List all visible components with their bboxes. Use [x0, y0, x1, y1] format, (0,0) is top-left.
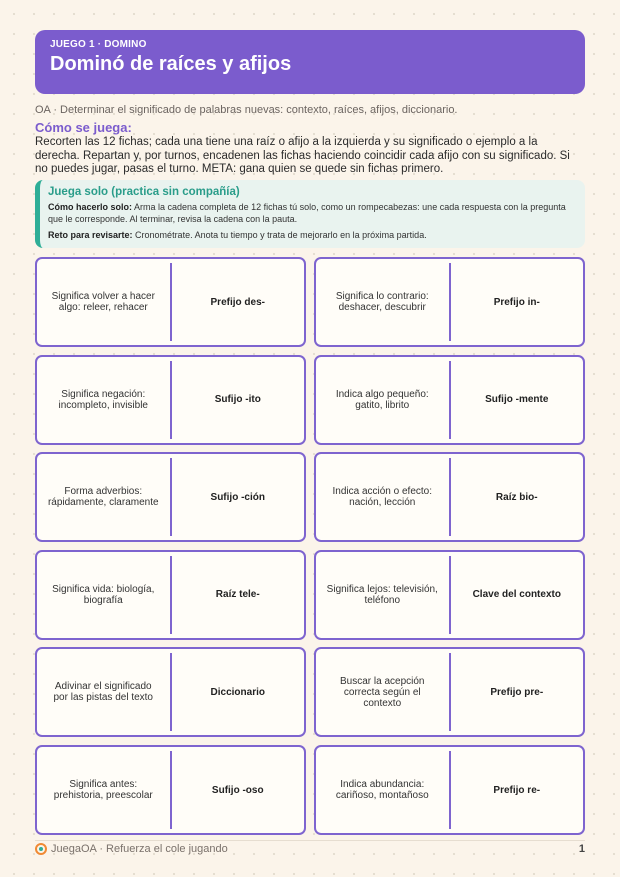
- solo-challenge-line: [48, 229, 575, 241]
- card-meaning: Significa antes: prehistoria, preescolar: [53, 779, 153, 801]
- solo-how-line: [48, 201, 575, 225]
- page-footer: [35, 843, 585, 855]
- page-header: [35, 30, 585, 94]
- card-affix: Sufijo -oso: [211, 784, 264, 796]
- card-meaning: Significa lo contrario: deshacer, descubrir: [335, 291, 429, 313]
- card-meaning: Significa volver a hacer algo: releer, rehacer: [51, 291, 155, 313]
- solo-how-text: Arma la cadena completa de 12 fichas tú solo, como un rompecabezas: une cada respuesta con la pregunta que le corresponde. Al terminar, revisa la cadena con la pauta.: [48, 202, 566, 224]
- card-affix: Prefijo des-: [210, 296, 265, 308]
- solo-challenge-text: Cronométrate. Anota tu tiempo y trata de mejorarlo en la próxima partida.: [132, 230, 427, 240]
- learning-objective: OA · Determinar el significado de palabras nuevas: contexto, raíces, afijos, diccionario.: [35, 104, 458, 116]
- card-affix: Prefijo in-: [493, 296, 540, 308]
- footer-divider: [35, 840, 585, 841]
- howto-text: Recorten las 12 fichas; cada una tiene una raíz o afijo a la izquierda y su significado o ejemplo a la derecha. Repartan y, por turnos, encadenen las fichas haciendo coincidir cada afijo con su significado. Si no puedes jugar, pasas el turno. META: gana quien se quede sin fichas primero.: [35, 136, 570, 175]
- domino-card: [35, 355, 306, 445]
- card-meaning: Adivinar el significado por las pistas del texto: [53, 681, 153, 704]
- domino-card: [314, 550, 585, 640]
- domino-card: [35, 647, 306, 737]
- domino-card: [314, 257, 585, 347]
- brand-logo-icon: [35, 843, 47, 855]
- solo-challenge-label: Reto para revisarte:: [48, 230, 133, 240]
- card-affix: Sufijo -mente: [485, 394, 549, 406]
- solo-play-box: [35, 180, 585, 248]
- card-meaning: Indica acción o efecto: nación, lección: [332, 486, 433, 509]
- page-number: 1: [578, 843, 585, 855]
- card-affix: Sufijo -ción: [210, 491, 265, 503]
- domino-card: [35, 745, 306, 835]
- card-meaning: Forma adverbios: rápidamente, claramente: [47, 486, 159, 509]
- solo-title: Juega solo (practica sin compañía): [48, 186, 240, 198]
- domino-card: [35, 452, 306, 542]
- domino-card: [314, 647, 585, 737]
- solo-how-label: Cómo hacerlo solo:: [48, 202, 133, 212]
- footer-brand: JuegaOA · Refuerza el cole jugando: [51, 843, 228, 855]
- page-title: Dominó de raíces y afijos: [50, 53, 292, 75]
- card-meaning: Significa lejos: televisión, teléfono: [326, 583, 438, 606]
- game-kicker: JUEGO 1 · DOMINO: [50, 39, 147, 50]
- card-affix: Raíz bio-: [495, 491, 538, 503]
- card-affix: Clave del contexto: [472, 589, 561, 601]
- domino-card: [314, 452, 585, 542]
- card-affix: Diccionario: [210, 686, 265, 698]
- card-affix: Raíz tele-: [215, 589, 260, 601]
- card-meaning: Indica abundancia: cariñoso, montañoso: [335, 779, 429, 801]
- card-affix: Prefijo re-: [493, 784, 541, 796]
- domino-card: [314, 745, 585, 835]
- howto-title: Cómo se juega:: [35, 120, 132, 135]
- card-meaning: Significa negación: incompleto, invisible: [58, 388, 148, 411]
- card-affix: Prefijo pre-: [490, 686, 544, 698]
- domino-card: [35, 550, 306, 640]
- card-meaning: Indica algo pequeño: gatito, librito: [335, 388, 429, 411]
- domino-card: [314, 355, 585, 445]
- card-meaning: Significa vida: biología, biografía: [52, 583, 155, 606]
- card-meaning: Buscar la acepción correcta según el contexto: [340, 675, 425, 709]
- domino-card: [35, 257, 306, 347]
- card-affix: Sufijo -ito: [214, 394, 261, 406]
